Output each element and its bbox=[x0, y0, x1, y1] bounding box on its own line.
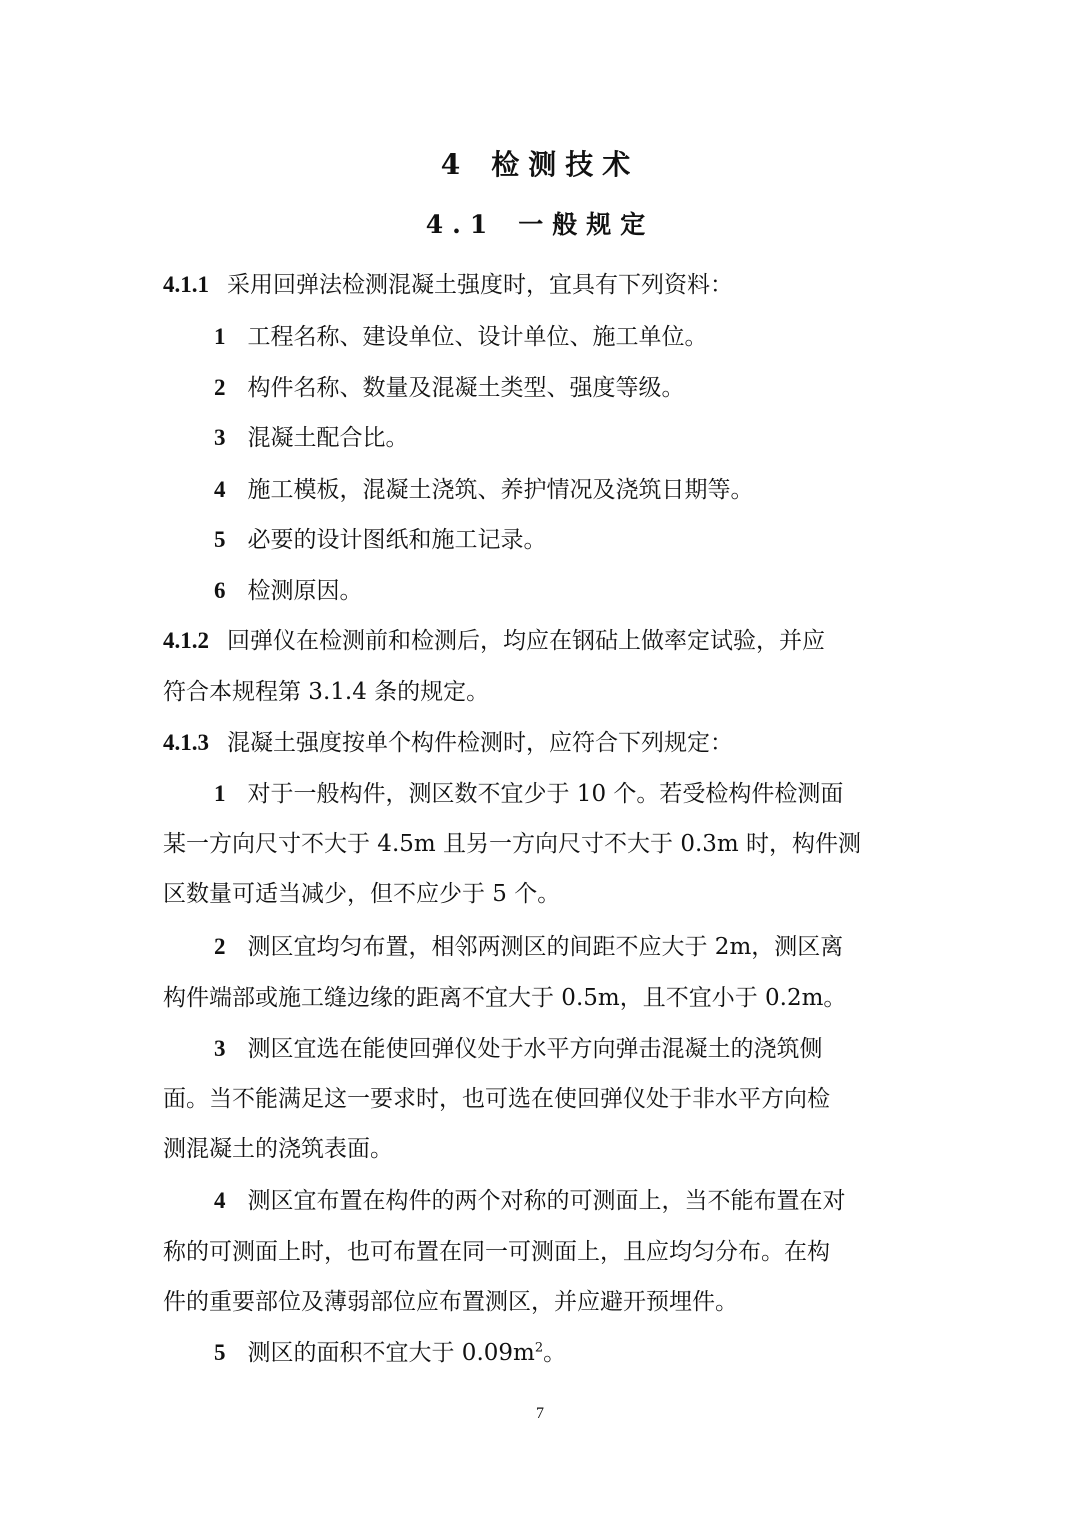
list-item-continuation: 测混凝土的浇筑表面。 bbox=[163, 1136, 393, 1162]
clause-number: 4.1.2 bbox=[163, 628, 209, 653]
list-item: 6 检测原因。 bbox=[214, 578, 363, 604]
list-item: 5 必要的设计图纸和施工记录。 bbox=[214, 527, 547, 553]
list-item-continuation: 某一方向尺寸不大于 4.5m 且另一方向尺寸不大于 0.3m 时，构件测 bbox=[163, 831, 862, 857]
chapter-number: 4 bbox=[440, 148, 470, 181]
list-item-continuation: 件的重要部位及薄弱部位应布置测区，并应避开预埋件。 bbox=[163, 1289, 738, 1315]
page-number: 7 bbox=[536, 1405, 544, 1422]
list-item: 4 测区宜布置在构件的两个对称的可测面上，当不能布置在对 bbox=[214, 1188, 846, 1214]
clause-text: 回弹仪在检测前和检测后，均应在钢砧上做率定试验，并应 bbox=[227, 628, 825, 654]
clause-4-1-3 bbox=[163, 728, 733, 758]
clause-text: 混凝土强度按单个构件检测时，应符合下列规定： bbox=[227, 730, 733, 756]
list-item: 4 施工模板，混凝土浇筑、养护情况及浇筑日期等。 bbox=[214, 477, 754, 503]
list-item: 3 混凝土配合比。 bbox=[214, 425, 409, 451]
chapter-heading bbox=[0, 143, 1080, 183]
list-item: 1 工程名称、建设单位、设计单位、施工单位。 bbox=[214, 324, 708, 350]
list-item: 3 测区宜选在能使回弹仪处于水平方向弹击混凝土的浇筑侧 bbox=[214, 1036, 823, 1062]
clause-number: 4.1.1 bbox=[163, 272, 209, 297]
clause-4-1-2 bbox=[163, 626, 825, 656]
list-item: 2 构件名称、数量及混凝土类型、强度等级。 bbox=[214, 375, 685, 401]
list-item: 5 测区的面积不宜大于 $0.09m^2$。 bbox=[214, 1340, 567, 1366]
section-heading bbox=[0, 205, 1080, 241]
list-item: 2 测区宜均匀布置，相邻两测区的间距不应大于 2m，测区离 bbox=[214, 934, 844, 960]
list-item-continuation: 构件端部或施工缝边缘的距离不宜大于 0.5m，且不宜小于 0.2m。 bbox=[163, 985, 847, 1011]
clause-4-1-1 bbox=[163, 270, 733, 300]
superscript: 2 bbox=[534, 1340, 544, 1356]
list-item-continuation: 称的可测面上时，也可布置在同一可测面上，且应均匀分布。在构 bbox=[163, 1239, 830, 1265]
section-title: 一般规定 bbox=[518, 210, 655, 239]
list-item-continuation: 区数量可适当减少，但不应少于 5 个。 bbox=[163, 881, 561, 907]
chapter-title: 检测技术 bbox=[491, 148, 640, 181]
section-number: 4.1 bbox=[425, 210, 497, 239]
list-item-continuation: 面。当不能满足这一要求时，也可选在使回弹仪处于非水平方向检 bbox=[163, 1086, 830, 1112]
list-item: 1 对于一般构件，测区数不宜少于 10 个。若受检构件检测面 bbox=[214, 781, 844, 807]
clause-number: 4.1.3 bbox=[163, 730, 209, 755]
clause-continuation: 符合本规程第 3.1.4 条的规定。 bbox=[163, 679, 490, 705]
clause-text: 采用回弹法检测混凝土强度时，宜具有下列资料： bbox=[227, 272, 733, 298]
